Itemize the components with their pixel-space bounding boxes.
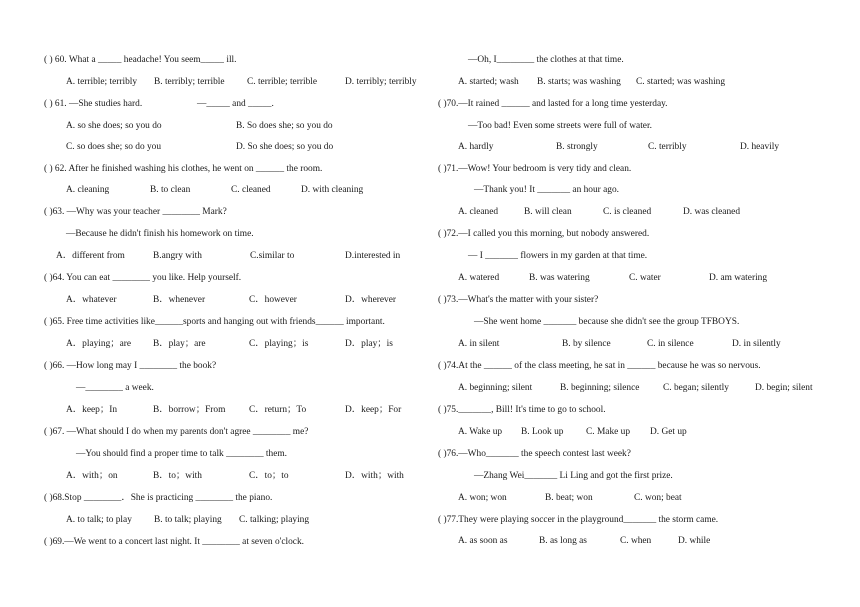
option-text: D. am watering [709,273,768,283]
option-text: D. was cleaned [683,207,741,217]
line-text: ( )72.—I called you this morning, but nobody answered. [438,229,650,239]
question-line [438,228,652,240]
question-line [44,360,219,372]
option-text: A．playing；are [66,339,132,349]
option-text: A. to talk; to play [66,515,132,525]
question-line [474,470,676,482]
options-line [66,76,448,88]
option-text: B. to talk; playing [154,515,222,525]
question-line [438,98,671,110]
option-text: D. So she does; so you do [236,142,334,152]
option-text: D. with cleaning [301,185,364,195]
option-text: C.similar to [250,251,295,261]
option-text: B. as long as [539,536,587,546]
question-line [44,536,307,548]
options-line [458,272,812,284]
option-text: A. hardly [458,142,494,152]
option-text: C. so does she; so do you [66,142,162,152]
option-text: A．different from [56,251,125,261]
question-line [44,316,388,328]
options-line [458,76,749,88]
option-text: A. won; won [458,493,507,503]
question-line [44,426,311,438]
line-text: ( )67. —What should I do when my parents don't agree ________ me? [44,427,309,437]
option-text: ( ) 61. —She studies hard. [44,99,143,109]
option-text: B. starts; was washing [537,77,621,87]
option-text: A. watered [458,273,500,283]
question-line [438,514,721,526]
option-text: D．wherever [345,295,397,305]
options-line [66,120,359,132]
option-text: A. so she does; so you do [66,121,162,131]
question-line [438,404,609,416]
option-text: B. was watering [529,273,590,283]
option-text: D. terribly; terribly [345,77,417,87]
option-text: A．whatever [66,295,117,305]
question-line [44,54,240,66]
option-text: C. started; was washing [636,77,726,87]
question-line [44,206,230,218]
options-line [458,206,776,218]
options-line [458,535,731,547]
option-text: D．keep；For [345,405,402,415]
line-text: —Thank you! It _______ an hour ago. [474,185,620,195]
options-line [66,470,428,482]
option-text: D．with；with [345,471,404,481]
option-text: D．play；is [345,339,393,349]
question-line [438,163,634,175]
options-line [66,404,428,416]
line-text: ( )71.—Wow! Your bedroom is very tidy and clean. [438,164,632,174]
option-text: B．play；are [153,339,206,349]
line-text: ( )77.They were playing soccer in the playground_______ the storm came. [438,515,719,525]
option-text: A. started; wash [458,77,519,87]
option-text: B．borrow；From [153,405,226,415]
question-line [474,184,622,196]
option-text: B. beat; won [545,493,593,503]
option-text: C. terribly [648,142,687,152]
option-text: A. cleaned [458,207,499,217]
question-line [474,316,742,328]
line-text: ( ) 62. After he finished washing his clothes, he went on ______ the room. [44,164,323,174]
options-line [66,294,428,306]
line-text: ( )73.—What's the matter with your sister? [438,295,599,305]
option-text: —_____ and _____. [197,99,274,109]
line-text: —Too bad! Even some streets were full of water. [468,121,652,131]
option-text: D. Get up [650,427,687,437]
question-line [76,382,157,394]
option-text: B.angry with [153,251,202,261]
options-line [458,141,803,153]
option-text: B. So does she; so you do [236,121,333,131]
option-text: B. will clean [524,207,572,217]
option-text: D. in silently [732,339,781,349]
line-text: —Because he didn't finish his homework on time. [66,229,254,239]
left-column [0,0,417,607]
option-text: D.interested in [345,251,401,261]
option-text: B. terribly; terrible [154,77,225,87]
option-text: A. cleaning [66,185,110,195]
question-line [438,360,764,372]
options-line [458,338,815,350]
option-text: D. heavily [740,142,780,152]
line-text: ( )68.Stop ________．She is practicing ________ the piano. [44,493,273,503]
option-text: B. beginning; silence [560,383,640,393]
question-line [44,163,325,175]
line-text: ( )75._______, Bill! It's time to go to school. [438,405,606,415]
option-text: C. water [629,273,661,283]
option-text: D. begin; silent [755,383,813,393]
option-text: C. talking; playing [239,515,310,525]
option-text: D. while [678,536,711,546]
option-text: C. began; silently [663,383,729,393]
line-text: ( )64. You can eat ________ you like. Help yourself. [44,273,242,283]
line-text: —________ a week. [76,383,154,393]
option-text: B. strongly [556,142,598,152]
option-text: C．return；To [249,405,307,415]
question-line [468,54,627,66]
line-text: ( )65. Free time activities like______sports and hanging out with friends______ important. [44,317,385,327]
option-text: C．however [249,295,297,305]
option-text: A. in silent [458,339,500,349]
options-line [458,382,838,394]
option-text: A. beginning; silent [458,383,533,393]
line-text: ( )76.—Who_______ the speech contest last week? [438,449,631,459]
option-text: C. is cleaned [603,207,652,217]
option-text: A. as soon as [458,536,508,546]
option-text: C．to；to [249,471,289,481]
option-text: C．playing；is [249,339,309,349]
line-text: ( )66. —How long may I ________ the book? [44,361,217,371]
options-line [66,184,404,196]
right-column [430,0,840,607]
option-text: A．with；on [66,471,118,481]
options-line [458,492,717,504]
option-text: A. Wake up [458,427,503,437]
question-line [44,272,244,284]
question-line [438,294,601,306]
question-line [468,250,650,262]
question-line [44,492,275,504]
line-text: — I _______ flowers in my garden at that time. [468,251,648,261]
option-text: B．to；with [153,471,202,481]
options-line [66,514,342,526]
option-text: C. in silence [647,339,694,349]
line-text: ( )69.—We went to a concert last night. It ________ at seven o'clock. [44,537,304,547]
line-text: —Zhang Wei_______ Li Ling and got the first prize. [474,471,673,481]
option-text: C. terrible; terrible [247,77,318,87]
question-line [468,120,655,132]
option-text: B. to clean [150,185,191,195]
option-text: C. Make up [586,427,631,437]
option-text: B. Look up [521,427,564,437]
options-line [458,426,713,438]
line-text: ( ) 60. What a _____ headache! You seem_____ ill. [44,55,237,65]
line-text: —You should find a proper time to talk ________ them. [76,449,288,459]
options-line [66,141,359,153]
line-text: —She went home _______ because she didn't see the group TFBOYS. [474,317,740,327]
question-line [76,448,290,460]
option-text: A．keep；In [66,405,118,415]
option-text: B. by silence [562,339,611,349]
option-text: B．whenever [153,295,206,305]
line-text: ( )74.At the ______ of the class meeting, he sat in ______ because he was so nervous. [438,361,761,371]
options-line [66,338,428,350]
option-text: C. won; beat [634,493,682,503]
line-text: ( )70.—It rained ______ and lasted for a long time yesterday. [438,99,668,109]
options-line [56,250,428,262]
question-line [66,228,257,240]
line-text: —Oh, I________ the clothes at that time. [468,55,624,65]
option-text: C. cleaned [231,185,271,195]
line-text: ( )63. —Why was your teacher ________ Mark? [44,207,227,217]
question-line [438,448,634,460]
option-text: A. terrible; terribly [66,77,138,87]
option-text: C. when [620,536,652,546]
options-line [44,98,300,110]
